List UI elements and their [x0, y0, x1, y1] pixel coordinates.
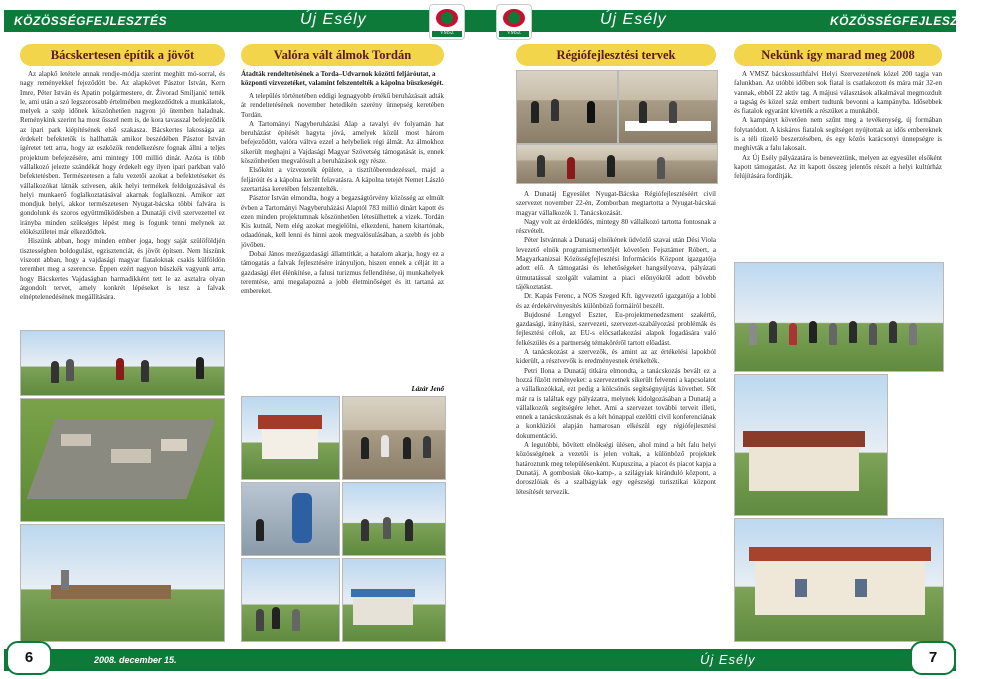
photo-crowd-outdoor	[241, 558, 340, 642]
article-bacskertes	[20, 44, 225, 342]
article-title: Valóra vált álmok Tordán	[241, 44, 444, 66]
magazine-name-left: Új Esély	[300, 11, 367, 28]
photo-conference-panel	[618, 70, 718, 144]
vmsz-logo-left: VMSZ	[429, 4, 465, 40]
photo-water-plant	[241, 482, 340, 556]
article-paragraph: Péter Istvánnak a Dunatáj elnökének üdvözlő szavai után Dési Viola levezető elnök programismertetőjét követően Fejsztámer Róbert, a Magyarkanizsai Közösségfejlesztési Információs Központ igazgatója adott elő. A támogatási és lehetőségeket hangsúlyozva, pályázati útmutatással szolgált valamint a piaci előnyökről adott bővebb tájékoztatást.	[516, 236, 716, 291]
photo-caption: A Dunatáj Egyesület Nyugat-Bácska Régiófejlesztéséért civil szervezet november 22-én, Zomborban megtartotta a Nyugat-bácskai magyar vállalkozók 1. Tanácskozását.	[516, 190, 716, 217]
photo-industrial-park-plan	[20, 398, 225, 522]
page-number-left: 6	[6, 641, 52, 675]
article-lead: Átadták rendeltetésének a Torda–Udvarnok közötti feljáróutat, a központi vízvezetéket, valamint felszentelték a kápolna büszkeségét.	[241, 70, 444, 87]
photo-conference-speakers	[516, 70, 618, 144]
article-paragraph: Pásztor István elmondta, hogy a begazságtörvény közösség az elmúlt évben a Tartományi Nagyberuházási Alaptól 783 millió dinárt kapott és ezen minden projektumnak köszönhetően létesülhettek a vizek. Tordán Kis kutnál, Nem elég azokat megjelölni, elkezdeni, hanem kitartónak, odaadónak, kell lenni és hinni azok megvalósulásában, a szebb és jobb jövőben.	[241, 194, 444, 249]
magazine-name-footer: Új Esély	[700, 652, 756, 667]
left-page	[0, 0, 480, 679]
right-page	[480, 0, 983, 679]
section-label-left: KÖZÖSSÉGFEJLESZTÉS	[14, 14, 168, 28]
article-paragraph: Hiszünk abban, hogy minden ember joga, hogy saját szülőföldjén tisztességben boldogulást, egzisztenciát, és jövőt építsen. Nem hiszünk viszont abban, hogy a vajdasági magyar fiataloknak csakis külföldön teremhet meg a szerencse. Éppen ezért nagyon büszkék vagyunk arra, hogy Bácskertes Vajdaságban harmadikként tett le az asztalra olyan átgondolt tervet, amely konkrét lépéseket is tesz a falvak elnéptelenedésének megállítására.	[20, 237, 225, 302]
photo-cultural-house	[734, 518, 944, 642]
article-nekunk-igy	[734, 44, 942, 260]
photo-ribbon-cutting	[342, 482, 446, 556]
article-title: Régiófejlesztési tervek	[516, 44, 716, 66]
article-paragraph: Bujdosné Lengyel Eszter, Eu-projektmenedzsment szakértő, gazdasági, irányítási, szervezeti, szervezet-szabályozási problémák és fejlesztési célok, az EU-s előcsatlakozási alapok fogadására való felkészülés és a partnerség témaköréről tartott előadást.	[516, 310, 716, 347]
article-paragraph: Dr. Kapás Ferenc, a NOS Szeged Kft. ügyvezető igazgatója a lobbi és az érdekérvényesítés különböző formáiról beszélt.	[516, 292, 716, 310]
photo-group-members	[734, 262, 944, 372]
article-paragraph: Dobai János mezőgazdasági államtitkár, a hatalom akarja, hogy ez a támogatás a falvak fejlesztésére irányuljon, hiszen ennek a célját itt a gazdasági élet élénkítése, a falusi turizmus fellendítése, új munkahelyek teremtése, ami megalapozná a jobb életminőséget és itt tartaná az embereket.	[241, 250, 444, 296]
article-paragraph: Nagy volt az érdeklődés, mintegy 80 vállalkozó tartotta fontosnak a részvételt.	[516, 217, 716, 236]
article-paragraph: A legutóbbi, bővített elnökségi ülésen, ahol mind a hét falu helyi közösségének a vezetői is jelen voltak, a különböző projektek határoztunk meg településenként. Kupuszina, a piacot és piacot kapja a Dunatáj. A gombosiak öko-kamp-, a szilágyiak kiránduló központ, a doroszlóiak és a szalbágyiak egy egészségi turisztikai központ létesítését tervezik.	[516, 441, 716, 496]
article-title: Nekünk így marad meg 2008	[734, 44, 942, 66]
article-author: Lázár Jenő	[411, 385, 444, 393]
article-title: Bácskertesen építik a jövőt	[20, 44, 225, 66]
photo-village-house	[734, 374, 888, 516]
section-label-right: KÖZÖSSÉGFEJLESZTÉS	[830, 14, 983, 28]
article-paragraph: A Tartományi Nagyberuházási Alap a tavalyi év folyamán hat beruházást építését hagyta jóvá, amelyek közül most három befejeződött, valóra váltva ezzel a helybeliek régi álmát. Az álmokhoz sikerült meghajni a Vajdasági Magyar Szövetség támogatását is, ennek köszönhetően megvalósult a beruházások egy része.	[241, 119, 444, 166]
article-paragraph: A település történetében eddigi legnagyobb értékű beruházásait adták át rendeltetésének november hetedikén szerény ünnepség keretében Tordán.	[241, 92, 444, 119]
article-torda	[241, 44, 444, 393]
photo-construction-site	[20, 524, 225, 642]
magazine-name-right: Új Esély	[600, 11, 667, 28]
photo-cornerstone-ceremony	[20, 330, 225, 396]
article-paragraph: Elsőként a vízvezeték épülete, a tisztítóberendezéssel, majd a feljáróút és a kápolna került felavatásra. A kápolna tetejét Nemet László szertartása keretében felszentelték.	[241, 166, 444, 193]
page-number-right: 7	[910, 641, 956, 675]
article-paragraph: Petri Ilona a Dunatáj titkára elmondta, a tanácskozás bevált ez a hozzá fűzött reményeket: a szervezetnek sikerült felvenni a kapcsolatot a vállalkozókkal, ezt pedig a kölcsönös segítségnyújtás követhet. Sőt már ra is találtak egy pályázatra, melynek kidolgozásában a Dunatáj a vállalkozók segítségére lehet. Ami a szervezet további terveit illeti, ennek a tanácskozásnak és a két hónappal ezelőtti civil konferenciának a konklúziói alapján hamarosan elkészül egy régiófejlesztési dokumentáció.	[516, 366, 716, 440]
footer-bar-left	[4, 649, 480, 671]
vmsz-logo-right: VMSZ	[496, 4, 532, 40]
article-paragraph: A tanácskozást a szervezők, és amint az az értékelési lapokból kiderült, a résztvevők is eredményesnek értékelték.	[516, 348, 716, 366]
article-paragraph: Az alapkő letétele annak rendje-módja szerint meghitt mó-sorral, és nagy reményekkel fejeződött be. Az alapkövet Pásztor István, Kern Imre, Péter István és Apatin polgármestere, dr. Živorad Smiljanić tették le, ami után a szó legszorosabb értelmében megkezdődtek a munkálatok, melyek a szép időnek köszönhetően nagyon jó ütemben haladnak. Reménykink szerint ha most ősszel nem is, de kora tavasszal befejeződik az ipari park kiépítésének első szakasza. Bácskertes lakossága az érdekelt befektetők is hallhatták amikor beszédében Pásztor István ígéretet tett arra, hogy az eszközök rendelkezésre fognak állni a teljes projektum befejezésére, ami mintegy 100 millió dinár. Azóta is több vállalkozó jelezte szándékát hogy érdekelt egy ilyen ipari parkban való befektetésben. Természetesen a falu vezetői azokat a befektetéseket és vállalkozókat látnák szívesen, akik helyi termékek feldolgozásával és helyi munkaerő foglalkoztatásával akarnak foglalkozni. Amikor azt mondjuk helyi, akkor természetesen Nyugat-bácska többi falvára is gondolunk és szoros együttműködésben a Dunatáji civil szervezettel ez irányba minden szükséges lépést meg is fogunk tenni melynek az elökészületei már elkezdődtek.	[20, 70, 225, 237]
article-paragraph: Az Új Esély pályázatára is beneveztünk, melyen az egyesület elsőként kapott támogatást. Az itt kapott összeg jelentős részét a helyi kultúrház felújítására fordítják.	[734, 153, 942, 181]
photo-priests-ceremony	[342, 396, 446, 480]
photo-chapel	[241, 396, 340, 480]
photo-conference-audience	[516, 144, 718, 184]
article-paragraph: A VMSZ bácskossuthfalvi Helyi Szervezetének közel 200 tagja van falunkban. Az utóbbi időben sok fiatal is csatlakozott és mára már 32-en vannak, ebből 22 aktív tag. A májusi választások alkalmával megmozdult a tagság és közel száz embert tudtunk bevonni a kampányba. Idősebbek és fiatalok egyaránt kivették a részüket a munkából.	[734, 70, 942, 116]
article-paragraph: A kampányt követően nem szűnt meg a tevékenység, új formában folytatódott. A kiskáros fiatalok segítséget nyújtottak az idős embereknek is a téli tüzelő beszerzésében, és egy közös karácsonyi ünnepségre is meghívták a falu lakosait.	[734, 116, 942, 153]
photo-water-building	[342, 558, 446, 642]
issue-date: 2008. december 15.	[94, 655, 177, 665]
article-regiofejlesztes	[516, 44, 716, 66]
